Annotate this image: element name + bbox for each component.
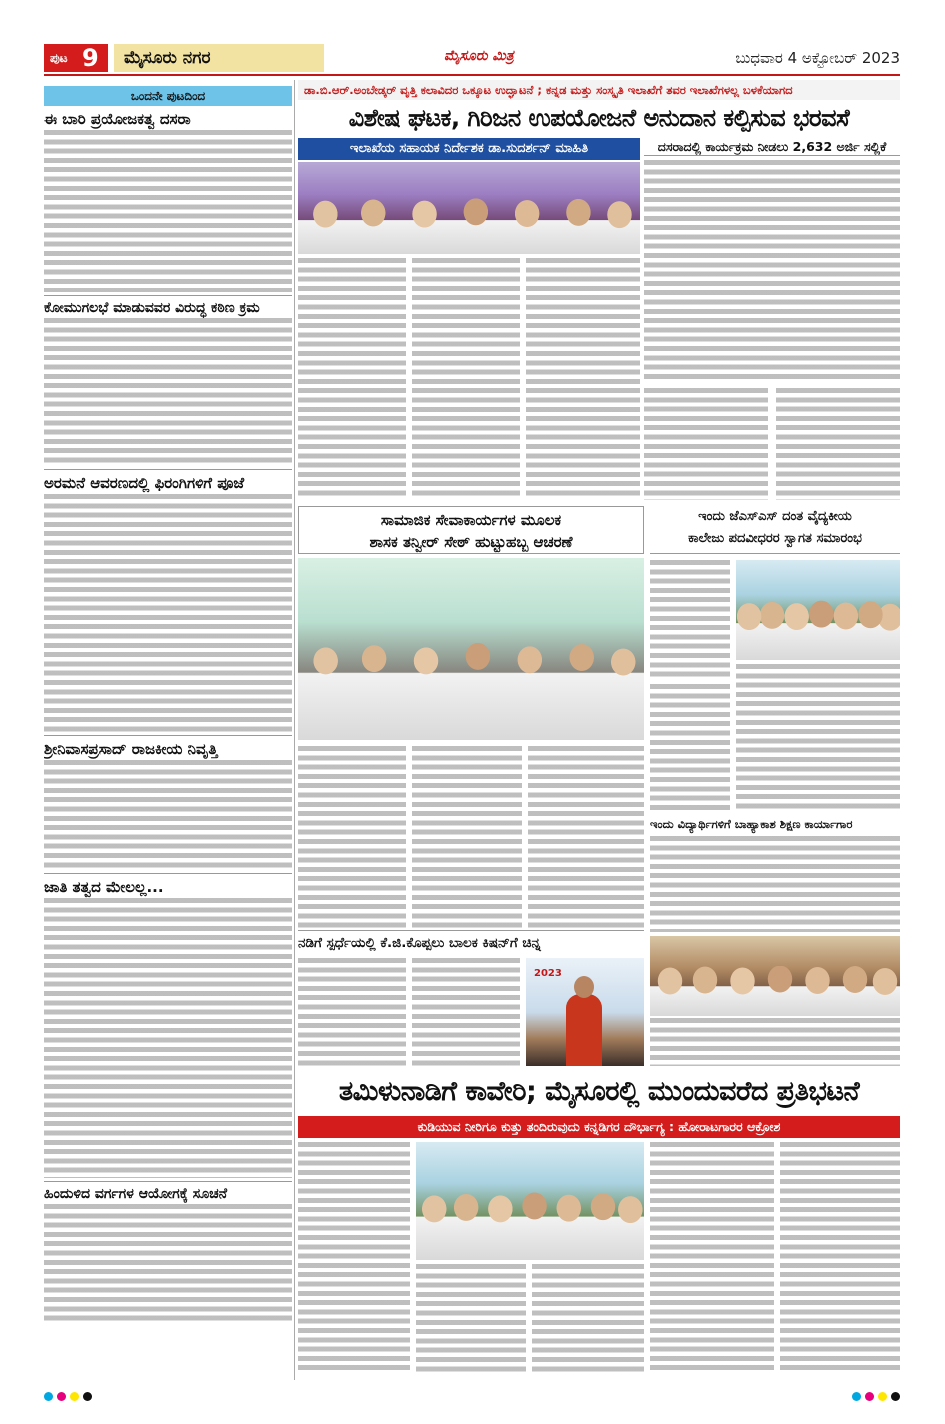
divider <box>44 873 292 874</box>
athlete-head <box>574 976 594 998</box>
dasara-applications-box <box>644 138 900 500</box>
left-item-headline: ಅರಮನೆ ಆವರಣದಲ್ಲಿ ಫಿರಂಗಿಗಳಿಗೆ ಪೂಜೆ <box>44 474 245 492</box>
body-text <box>528 746 644 928</box>
page-tag: ಪುಟ <box>44 44 108 72</box>
body-text <box>298 258 406 498</box>
registration-dot <box>891 1392 900 1401</box>
registration-dot <box>83 1392 92 1401</box>
registration-dot <box>44 1392 53 1401</box>
birthday-story-headline <box>298 506 644 554</box>
body-text <box>650 1142 774 1372</box>
headline-line: ಶಾಸಕ ತನ್ವೀರ್ ಸೇಠ್ ಹುಟ್ಟುಹಬ್ಬ ಆಚರಣೆ <box>369 533 573 551</box>
photo-caption <box>650 1018 900 1066</box>
dasara-headline: ದಸರಾದಲ್ಲಿ ಕಾರ್ಯಕ್ರಮ ನೀಡಲು 2,632 ಅರ್ಜಿ ಸಲ್ಲಿಕೆ <box>644 138 900 156</box>
section-name: ಮೈಸೂರು ನಗರ <box>114 44 324 72</box>
divider <box>44 295 292 296</box>
divider <box>44 469 292 470</box>
column-heading: ಒಂದನೇ ಪುಟದಿಂದ <box>44 86 292 106</box>
divider <box>44 1181 292 1182</box>
left-item-headline: ಈ ಬಾರಿ ಪ್ರಯೋಜಕತ್ವ ದಸರಾ <box>44 110 191 128</box>
headline-line: ಸಾಮಾಜಿಕ ಸೇವಾಕಾರ್ಯಗಳ ಮೂಲಕ <box>380 511 562 529</box>
headline-line: ಇಂದು ಜೆಎಸ್‌ಎಸ್ ದಂತ ವೈದ್ಯಕೀಯ <box>698 509 852 524</box>
body-text <box>44 130 292 292</box>
students-story-headline: ಇಂದು ವಿದ್ಯಾರ್ಥಿಗಳಿಗೆ ಬಾಹ್ಯಾಕಾಶ ಶಿಕ್ಷಣ ಕಾರ್ಯಾಗಾರ <box>650 817 853 831</box>
body-text <box>44 760 292 870</box>
body-text <box>44 898 292 1178</box>
top-story-subhead: ಇಲಾಖೆಯ ಸಹಾಯಕ ನಿರ್ದೇಶಕ ಡಾ.ಸುದರ್ಶನ್ ಮಾಹಿತಿ <box>298 138 640 160</box>
left-item-headline: ಕೋಮುಗಲಭೆ ಮಾಡುವವರ ವಿರುದ್ಧ ಕಠಿಣ ಕ್ರಮ <box>44 300 260 316</box>
body-text <box>650 560 730 680</box>
left-item-headline: ಹಿಂದುಳಿದ ವರ್ಗಗಳ ಆಯೋಗಕ್ಕೆ ಸೂಚನೆ <box>44 1186 228 1202</box>
students-photo <box>650 936 900 1016</box>
divider <box>44 735 292 736</box>
body-text <box>780 1142 900 1372</box>
body-text <box>644 160 900 382</box>
body-text <box>298 958 406 1066</box>
body-text <box>44 318 292 466</box>
dental-story-headline <box>650 506 900 554</box>
header-rule <box>44 74 900 76</box>
photo-sign-text: 2023 <box>534 968 562 979</box>
registration-dot <box>878 1392 887 1401</box>
masthead <box>44 44 900 74</box>
kishan-photo <box>526 958 644 1066</box>
body-text <box>44 1204 292 1324</box>
athlete-figure <box>566 994 602 1066</box>
body-text <box>298 746 406 928</box>
dental-photo <box>736 560 900 660</box>
body-text <box>776 388 900 500</box>
body-text <box>44 494 292 732</box>
registration-dot <box>852 1392 861 1401</box>
kishan-story-headline: ನಡಿಗೆ ಸ್ಪರ್ಧೆಯಲ್ಲಿ ಕೆ.ಜಿ.ಕೊಪ್ಪಲು ಬಾಲಕ ಕಿಷನ್‌ಗೆ ಚಿನ್ನ <box>298 930 644 954</box>
body-text <box>526 258 640 498</box>
body-text <box>644 388 768 500</box>
protest-photo <box>416 1142 644 1260</box>
date-line: ಬುಧವಾರ 4 ಅಕ್ಟೋಬರ್ 2023 <box>735 49 900 67</box>
column-rule <box>294 80 295 1380</box>
top-story-kicker: ಡಾ.ಬಿ.ಆರ್.ಅಂಬೇಡ್ಕರ್ ವೃತ್ತಿ ಕಲಾವಿದರ ಒಕ್ಕೂಟ ಉದ್ಘಾಟನೆ ; ಕನ್ನಡ ಮತ್ತು ಸಂಸ್ಕೃತಿ ಇಲಾಖೆಗೆ ತವರ ಇಲಾಖೆಗಳಲ್ಲ ಬಳಕೆಯಾಗದ <box>298 80 900 100</box>
left-item-headline: ಶ್ರೀನಿವಾಸಪ್ರಸಾದ್ ರಾಜಕೀಯ ನಿವೃತ್ತಿ <box>44 740 218 758</box>
headline-line: ಕಾಲೇಜು ಪದವೀಧರರ ಸ್ವಾಗತ ಸಮಾರಂಭ <box>688 531 862 546</box>
registration-dot <box>57 1392 66 1401</box>
registration-marks-left <box>44 1392 92 1402</box>
body-text <box>298 1142 410 1372</box>
body-text <box>416 1264 526 1372</box>
birthday-photo <box>298 558 644 740</box>
body-text <box>650 684 730 810</box>
body-text <box>412 258 520 498</box>
body-text <box>650 836 900 932</box>
left-column <box>44 80 292 1380</box>
body-text <box>532 1264 644 1372</box>
body-text <box>412 746 522 928</box>
top-story-headline: ವಿಶೇಷ ಘಟಕ, ಗಿರಿಜನ ಉಪಯೋಜನೆ ಅನುದಾನ ಕಲ್ಪಿಸುವ ಭರವಸೆ <box>348 104 850 132</box>
registration-dot <box>70 1392 79 1401</box>
event-photo <box>298 162 640 254</box>
registration-dot <box>865 1392 874 1401</box>
registration-marks-right <box>852 1392 900 1402</box>
bottom-story-headline: ತಮಿಳುನಾಡಿಗೆ ಕಾವೇರಿ; ಮೈಸೂರಲ್ಲಿ ಮುಂದುವರೆದ ಪ್ರತಿಭಟನೆ <box>338 1076 860 1107</box>
body-text <box>412 958 520 1066</box>
bottom-story-band: ಕುಡಿಯುವ ನೀರಿಗೂ ಕುತ್ತು ತಂದಿರುವುದು ಕನ್ನಡಿಗರ ದೌರ್ಭಾಗ್ಯ : ಹೋರಾಟಗಾರರ ಆಕ್ರೋಶ <box>298 1116 900 1138</box>
page-number: 9 <box>82 44 99 72</box>
body-text <box>736 664 900 810</box>
left-item-headline: ಜಾತಿ ತತ್ವದ ಮೇಲಲ್ಲ... <box>44 878 164 896</box>
paper-logo: ಮೈಸೂರು ಮಿತ್ರ <box>444 48 514 64</box>
